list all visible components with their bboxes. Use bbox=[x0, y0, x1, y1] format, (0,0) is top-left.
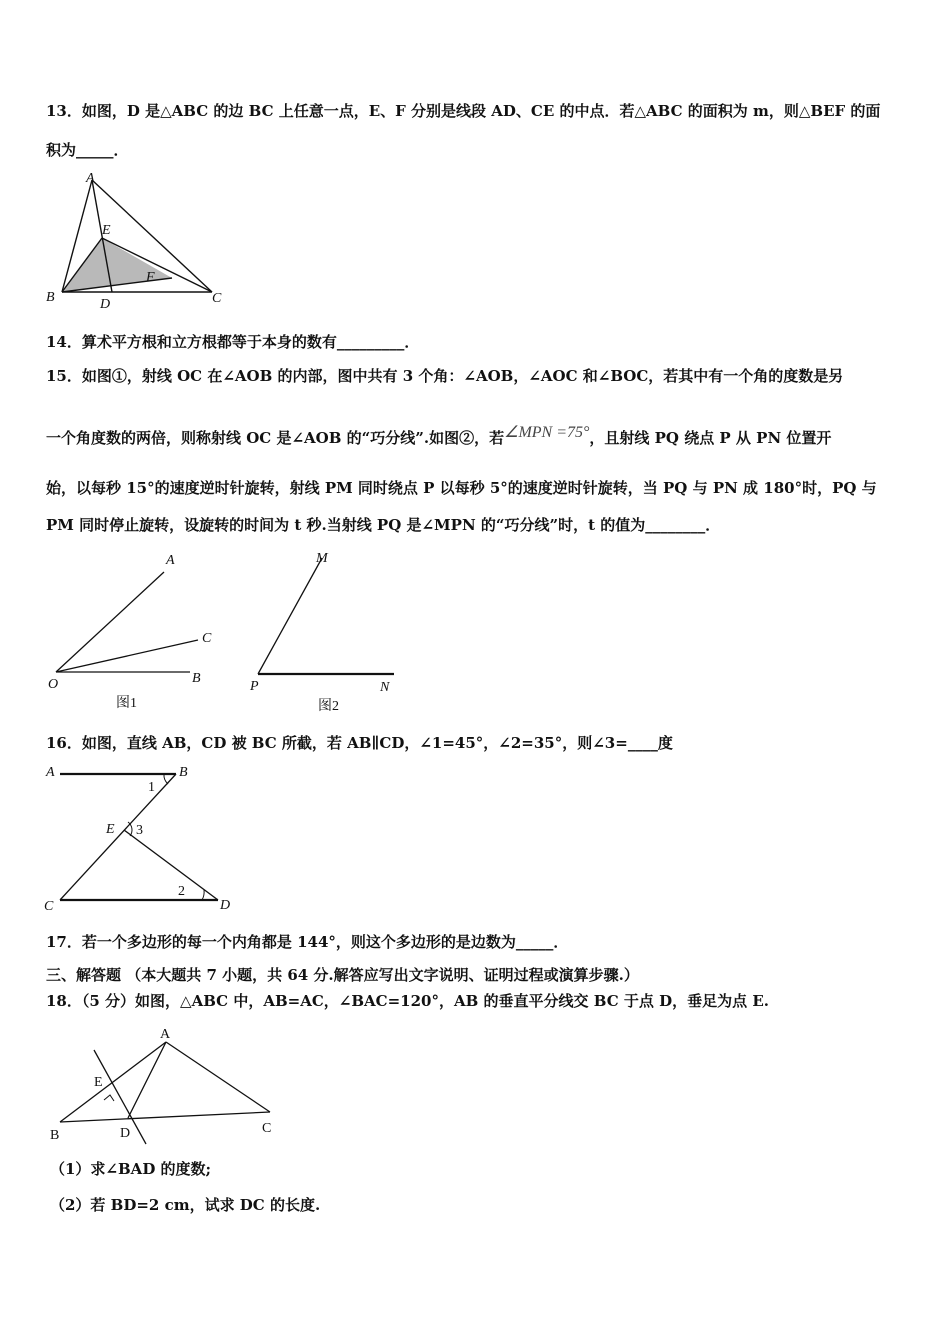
q15-text-line2 bbox=[46, 424, 832, 449]
q15-fig1-label-c: C bbox=[202, 631, 212, 646]
q15-text-line3: 始，以每秒 15°的速度逆时针旋转，射线 PM 同时绕点 P 以每秒 5°的速度逆时针旋转，当 PQ 与 PN 成 180°时，PQ 与 bbox=[46, 479, 877, 497]
q16-label-a: A bbox=[46, 765, 55, 780]
q16-label-e: E bbox=[106, 822, 115, 837]
q15-text-line1: 15．如图①，射线 OC 在∠AOB 的内部，图中共有 3 个角：∠AOB，∠AOC 和∠BOC，若其中有一个角的度数是另 bbox=[46, 367, 844, 385]
q16-label-2: 2 bbox=[178, 884, 185, 899]
q16-text-line1: 16．如图，直线 AB，CD 被 BC 所截，若 AB∥CD，∠1=45°，∠2=35°，则∠3=____度 bbox=[46, 734, 673, 752]
q15-line2-before: 一个角度数的两倍，则称射线 OC 是∠AOB 的“巧分线”.如图②，若 bbox=[46, 429, 505, 447]
q13-label-f: F bbox=[146, 270, 155, 285]
q13-label-a: A bbox=[86, 171, 95, 186]
q15-fig2-label-n: N bbox=[380, 680, 390, 695]
q16-parallel-lines-figure bbox=[40, 758, 250, 918]
q15-figure-1 bbox=[40, 548, 230, 718]
q13-label-c: C bbox=[212, 291, 222, 306]
q14-text-line1: 14．算术平方根和立方根都等于本身的数有_________． bbox=[46, 333, 420, 351]
q18-subquestion-1: （1）求∠BAD 的度数; bbox=[50, 1160, 212, 1178]
q13-label-b: B bbox=[46, 290, 55, 305]
q15-fig1-caption: 图1 bbox=[116, 696, 137, 711]
q15-fig1-label-b: B bbox=[192, 671, 201, 686]
q15-fig1-label-o: O bbox=[48, 677, 59, 692]
q18-triangle-figure bbox=[40, 1020, 290, 1150]
q16-label-3: 3 bbox=[136, 823, 143, 838]
q13-label-e: E bbox=[102, 223, 111, 238]
q18-label-d: D bbox=[120, 1126, 131, 1141]
q13-triangle-figure bbox=[40, 168, 240, 313]
q18-label-e: E bbox=[94, 1075, 103, 1090]
q15-fig1-label-a: A bbox=[166, 553, 175, 568]
q16-label-d: D bbox=[220, 898, 231, 913]
q15-fig2-label-p: P bbox=[250, 679, 259, 694]
q15-figure-2 bbox=[240, 548, 410, 718]
q17-text-line1: 17．若一个多边形的每一个内角都是 144°，则这个多边形的是边数为_____． bbox=[46, 933, 569, 951]
q13-label-d: D bbox=[100, 297, 111, 312]
q16-label-b: B bbox=[179, 765, 188, 780]
q15-text-line4: PM 同时停止旋转，设旋转的时间为 t 秒.当射线 PQ 是∠MPN 的“巧分线”时，t 的值为________． bbox=[46, 516, 721, 534]
q18-subquestion-2: （2）若 BD=2 cm，试求 DC 的长度. bbox=[50, 1196, 321, 1214]
q13-text-line1: 13．如图，D 是△ABC 的边 BC 上任意一点，E、F 分别是线段 AD、CE 的中点．若△ABC 的面积为 m，则△BEF 的面 bbox=[46, 102, 881, 120]
q18-label-b: B bbox=[50, 1128, 60, 1143]
q15-fig2-caption: 图2 bbox=[318, 699, 339, 714]
q15-line2-after: ，且射线 PQ 绕点 P 从 PN 位置开 bbox=[589, 429, 832, 447]
q16-label-1: 1 bbox=[148, 780, 155, 795]
q16-label-c: C bbox=[44, 899, 54, 914]
q18-label-c: C bbox=[262, 1121, 272, 1136]
q13-text-line2: 积为_____． bbox=[46, 141, 129, 159]
q15-fig2-label-m: M bbox=[316, 551, 328, 566]
q18-text-line1: 18．（5 分）如图，△ABC 中，AB=AC，∠BAC=120°，AB 的垂直平分线交 BC 于点 D，垂足为点 E. bbox=[46, 992, 769, 1010]
q15-angle-formula: ∠MPN =75° bbox=[504, 424, 590, 441]
section3-title: 三、解答题 （本大题共 7 小题，共 64 分.解答应写出文字说明、证明过程或演算步骤.） bbox=[46, 966, 639, 984]
q18-label-a: A bbox=[160, 1027, 171, 1042]
